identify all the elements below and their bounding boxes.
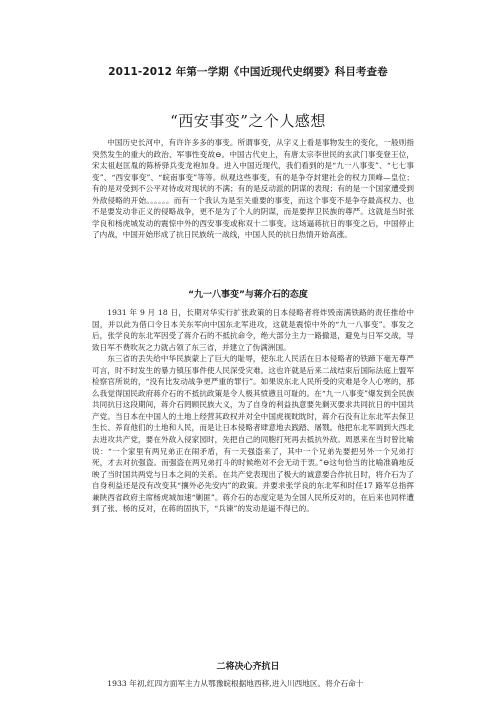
- section1-paragraph-2: 东三省的丢失给中华民族蒙上了巨大的耻辱，使东北人民活在日本侵略者的铁蹄下毫无尊严可言，时不时发生的暴力镇压事件使人民深受灾难。这也许就是后来二战结束后国际法庭上盟军检察官所说的，“没有比发动战争更严重的罪行”。如果说东北人民所受的灾难是令人心寒的，那么我觉得国民政府蒋介石的不抵抗政策是令人极其愤懑且可耻的。在“九一八事变”爆发到全民族共同抗日这段期间，蒋介石罔顾民族大义，为了自身的利益执意要先剿灭要求共同抗日的中国共产党。当日本在中国人的土地上经营其政权并对全中国虎视眈眈时，蒋介石没有让东北军去保卫生长、养育他们的土地和人民，而是让日本侵略者肆意地去践踏、屠戮。他把东北军调到大西北去进攻共产党，要在外敌入侵家园时，先把自己的同胞打死再去抵抗外敌。周恩来在当时曾比喻说：“一个家里有两兄弟正在闹矛盾，有一天强盗来了，其中一个兄弟先要把另外一个兄弟打死，才去对抗强盗。而强盗在两兄弟打斗的时候绝对不会无动于衷。”⊖这句恰当的比喻准确地反映了当时国共两党与日本之间的关系。在共产党表现出了极大的诚意要合作抗日时，将介石为了自身利益还是没有改变其“攘外必先安内”的政策。并要求张学良的东北军和时任17 路军总指挥兼陕西省政府主席杨虎城加速“剿匪”。蒋介石的态度定是为全国人民所反对的，在后来也同样遭到了张、杨的反对，在蒋的固执下，“兵谏”的发动是逼不得已的。: [92, 354, 414, 514]
- exam-title: 2011-2012 年第一学期《中国近现代史纲要》科目考查卷: [108, 66, 388, 78]
- intro-paragraph: 中国历史长河中，有许许多多的事变。所谓事变，从字义上看是事物发生的变化，一般则指突然发生的重大的政治、军事性变故⊖。中国古代史上，有唐太宗李世民的玄武门事变登王位，宋太祖赵匡胤的陈桥驿兵变龙袍加身。进入中国近现代，我们看到的是“九一八事变”、“七七事变”、“西安事变”、“皖南事变”等等。纵观这些事变，有的是争夺封建社会的权力顶峰—皇位；有的是对受到不公平对待或对现状的不满；有的是反动派的阴谋的表现；有的是一个国家遭受到外敌侵略的开始。。。。。。而有一个我认为是至关重要的事变，而这个事变不是争夺最高权力、也不是要发动非正义的侵略战争，更不是为了个人的阴谋，而是要捍卫民族的尊严。这就是当时张学良和杨虎城发动的震惊中外的西安事变或称双十二事变。这场逼蒋抗日的事变之后，中国停止了内战，中国开始形成了抗日民族统一战线，中国人民的抗日热情开始高涨。: [92, 138, 414, 240]
- section-heading-918: “九一八事变”与蒋介石的态度: [188, 290, 308, 300]
- section2-block: [92, 678, 414, 692]
- section-heading-two-generals: 二将决心齐抗日: [216, 662, 280, 672]
- section2-paragraph-1: 1933 年初,红四方面军主力从鄂豫皖根据地西移,进入川西地区。将介石命十: [107, 679, 364, 688]
- section1-block: [92, 307, 414, 515]
- intro-block: [92, 137, 414, 241]
- essay-title: “西安事变”之个人感想: [170, 112, 326, 130]
- section1-paragraph-1: 1931 年 9 月 18 日，长期对华实行扩张政策的日本侵略者将炸毁南满铁路的责任推给中国，并以此为借口令日本关东军向中国东北军进攻，这就是震惊中外的“九一八事变”。事发之后，张学良的东北军因受了蒋介石的不抵抗命令，绝大部分主力一路撤退，避免与日军交战，导致日军不费吹灰之力就占领了东三省，并建立了伪满洲国。: [92, 308, 414, 352]
